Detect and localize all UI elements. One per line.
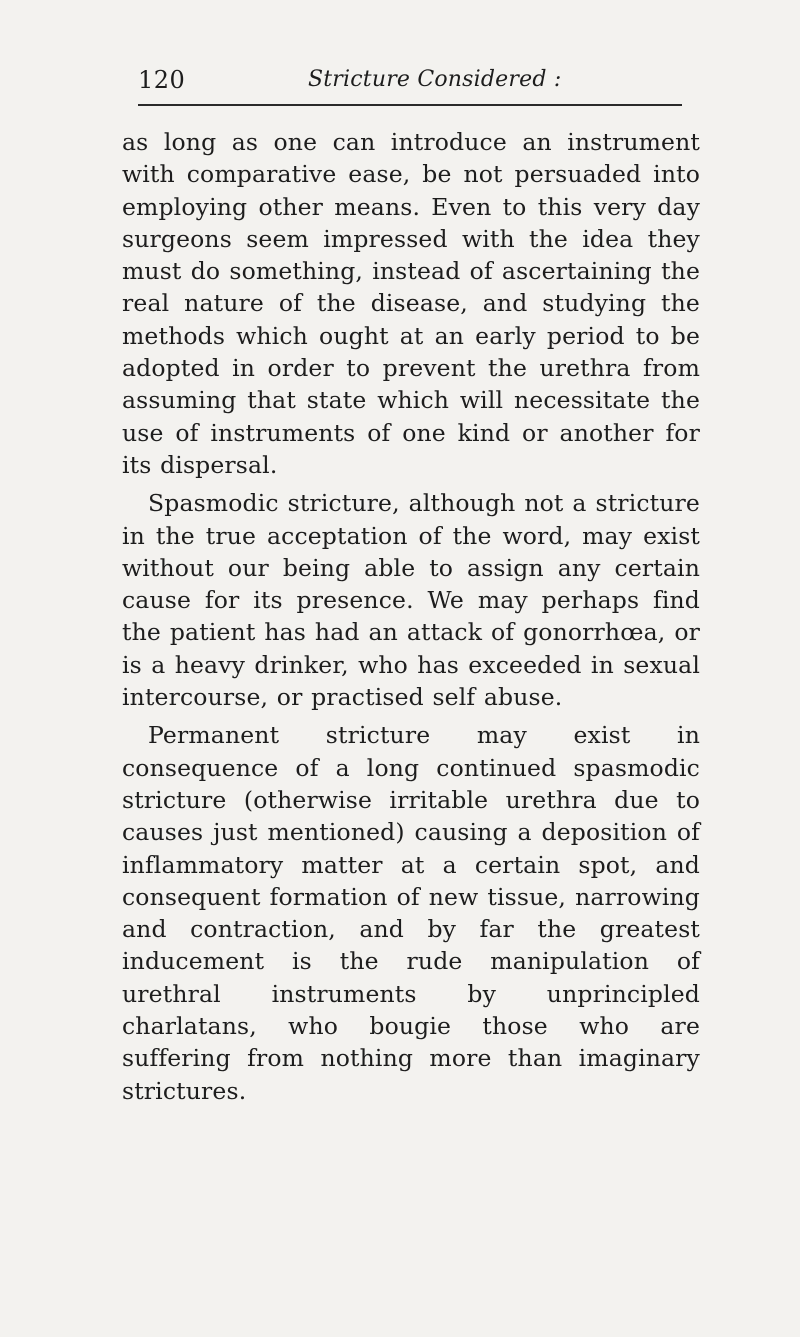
header-rule [138,104,682,106]
running-head [138,64,682,100]
running-title: Stricture Considered : [308,67,562,92]
paragraph-spasmodic-stricture: Spasmodic stricture, although not a stricture in the true acceptation of the word, may exist without our being able to assign any certain cause for its presence. We may perhaps find the patient has had an attack of gonorrhœa, or is a heavy drinker, who has exceeded in sexual intercourse, or practised self abuse. [122,489,700,712]
page-number: 120 [138,66,186,94]
paragraph-permanent-stricture: Permanent stricture may exist in consequence of a long continued spasmodic stricture (otherwise irritable urethra due to causes just mentioned) causing a deposition of inflammatory matter at a certain spot, and consequent formation of new tissue, narrowing and contraction, and by far the greatest inducement is the rude manipulation of urethral instruments by unprincipled charlatans, who bougie those who are suffering from nothing more than imaginary strictures. [122,721,700,1105]
paragraph-continuation: as long as one can introduce an instrument with comparative ease, be not persuaded into employing other means. Even to this very day surgeons seem impressed with the idea they must do something, instead of ascertaining the real nature of the disease, and studying the methods which ought at an early period to be adopted in order to prevent the urethra from assuming that state which will necessitate the use of instruments of one kind or another for its dispersal. [122,128,700,479]
body-text [122,126,700,1107]
